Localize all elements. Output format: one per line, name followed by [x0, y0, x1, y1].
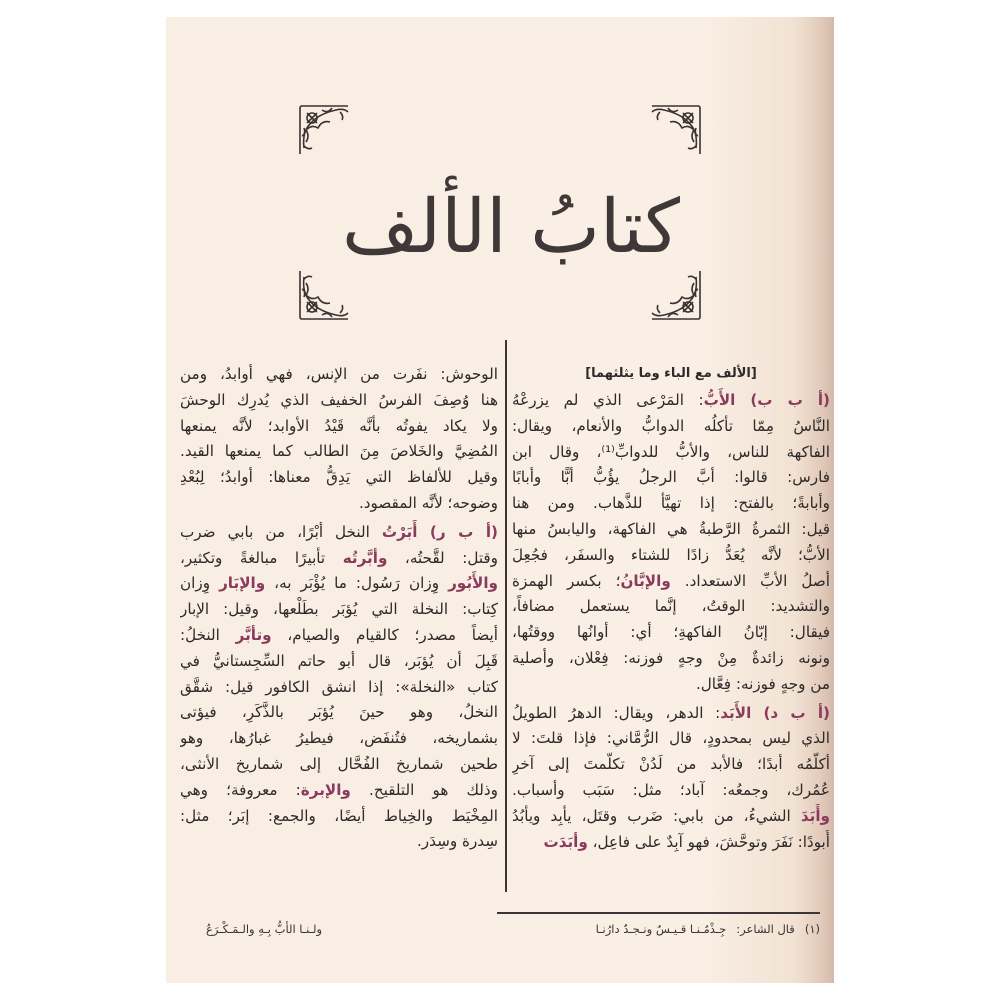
- text-run: عُمُرك، وجمعُه: آباد؛ مثل: سَبَب وأسباب.: [512, 780, 830, 799]
- text-line: [512, 465, 830, 491]
- entry-headword: وأبَّرتُه: [342, 548, 388, 567]
- text-line: [180, 597, 498, 623]
- text-run: من وجهٍ فوزنه: فِعَّال.: [695, 674, 830, 693]
- text-line: [512, 517, 830, 543]
- text-line: [180, 623, 498, 649]
- footnote-marker: (١): [804, 922, 820, 936]
- corner-ornament-top-right-icon: [648, 102, 704, 158]
- text-line: [512, 388, 830, 414]
- text-run: كتاب «النخلة»: إذا انشق الكافور قيل: شقَّق: [180, 677, 498, 696]
- text-line: [180, 752, 498, 778]
- text-run: وأبابةً؛ بالفتح: إذا تهيَّأ للذَّهاب. ومن هنا: [512, 494, 830, 513]
- text-run: تأبيرًا مبالغةً وتكثير،: [180, 548, 343, 567]
- text-run: بشماريخه، فتُنفَض، فيطيرُ غبارُها، وهو: [180, 729, 498, 748]
- text-run: الفاكهة للناس، والأبُّ للدوابِّ⁽¹⁾، وقال ابن: [512, 442, 830, 461]
- column-divider: [505, 340, 507, 892]
- book-page: [166, 17, 834, 983]
- footnote-intro: قال الشاعر:: [736, 922, 795, 936]
- text-line: [512, 752, 830, 778]
- entry-headword: والإبَّانُ: [620, 571, 671, 590]
- text-run: فيقال: إبّانُ الفاكهةِ؛ أي: أوانُها ووقتُها،: [512, 623, 830, 642]
- right-column-body: [512, 388, 830, 855]
- paragraph: [180, 520, 498, 855]
- text-line: [180, 700, 498, 726]
- text-line: [180, 414, 498, 440]
- entry-headword: وأَبَدَ: [800, 806, 830, 825]
- text-run: أصلُ الأبِّ الاستعداد.: [670, 571, 830, 590]
- text-run: : معروفة؛ وهي: [180, 780, 301, 799]
- text-run: هنا وُصِفَ الفرسُ الخفيف الذي يُدرِك الوحشَ: [180, 390, 498, 409]
- text-line: [512, 620, 830, 646]
- text-line: [180, 675, 498, 701]
- text-run: قيل: الثمرةُ الرَّطبةُ هي الفاكهة، واليابسُ منها: [512, 519, 830, 538]
- text-line: [512, 830, 830, 856]
- text-run: وِزان: [180, 574, 220, 593]
- text-line: [512, 701, 830, 727]
- text-run: المُضِيَّ والخَلاصَ مِنَ الطالب كما يمنعها القيد.: [180, 442, 498, 461]
- text-line: [180, 439, 498, 465]
- text-run: وقيل للألفاظ التي يَدِقُّ معناها: أوابدُ؛ لِبُعْدِ: [180, 468, 498, 487]
- right-text-column: [512, 362, 830, 858]
- entry-headword: والإبَار: [219, 574, 266, 593]
- text-line: [180, 778, 498, 804]
- text-run: كِتاب: النخلة التي يُؤبَر بطَلْعها، وقيل: الإبار: [180, 600, 498, 619]
- text-line: [512, 726, 830, 752]
- text-run: طحين شماريخ الفُحَّال إلى شماريخ الأنثى،: [180, 754, 498, 773]
- text-run: سِدرة وسِدَر.: [416, 832, 498, 851]
- chapter-title: كتابُ الألف: [341, 184, 681, 270]
- text-line: [512, 594, 830, 620]
- text-line: [180, 491, 498, 517]
- text-run: والتشديد: الوقتُ، إنَّما يستعمل مضافاً،: [512, 597, 830, 616]
- footnote-rule: [497, 912, 820, 914]
- paragraph: [180, 362, 498, 517]
- text-line: [512, 778, 830, 804]
- text-run: قَبِلَ أن يُؤبَر، قال أبو حاتم السِّجِستانيُّ في: [180, 651, 498, 670]
- text-line: [180, 388, 498, 414]
- text-run: النخلُ، وهو حينَ يُؤبَر بالذَّكَرِ، فيؤتى: [180, 703, 498, 722]
- text-run: الشيءُ، من بابي: ضَرب وقتَل، يأبِد ويأبُدُ: [512, 806, 801, 825]
- text-line: [180, 362, 498, 388]
- text-run: النخلُ:: [180, 625, 236, 644]
- text-line: [512, 414, 830, 440]
- text-line: [180, 465, 498, 491]
- entry-headword: والأَبُور: [448, 574, 498, 593]
- text-line: [180, 546, 498, 572]
- text-line: [512, 440, 830, 466]
- text-run: : الدهر، ويقال: الدهرُ الطويلُ: [512, 703, 721, 722]
- text-run: الأبُّ؛ لأنَّه يُعَدُّ زادًا للشتاء والسفَر، فجُعِلَ: [512, 545, 830, 564]
- text-line: [512, 543, 830, 569]
- footnote-lead: [596, 917, 820, 941]
- text-line: [512, 646, 830, 672]
- text-line: [180, 829, 498, 855]
- paragraph: [512, 701, 830, 856]
- entry-headword: وتأبَّر: [235, 625, 272, 644]
- text-run: المِخْيَط والخِياط أيضًا، والجمع: إبَر؛ مثل:: [180, 806, 498, 825]
- left-text-column: [180, 362, 498, 858]
- entry-headword: والإبرة: [300, 780, 351, 799]
- text-line: [512, 804, 830, 830]
- text-run: ؛ بكسر الهمزة: [512, 571, 621, 590]
- text-line: [180, 726, 498, 752]
- left-column-body: [180, 362, 498, 855]
- text-run: الذي ليس بمحدودٍ، قال الرُّمَّاني: فإذا قلتَ: لا: [512, 729, 830, 748]
- text-run: وِزان رَسُول: ما يُؤْبَر به،: [265, 574, 449, 593]
- text-line: [512, 569, 830, 595]
- text-run: وذلك هو التلقيح.: [350, 780, 498, 799]
- paragraph: [512, 388, 830, 698]
- section-heading: [الألف مع الباء وما يثلثهما]: [585, 366, 757, 381]
- text-run: أُبودًا: نَفَرَ وتوحَّشَ، فهو آبِدٌ على فاعِل،: [587, 832, 830, 851]
- text-run: وقتل: لقَّحتُه،: [387, 548, 498, 567]
- footnote-hemistich-1: جِـذْمُـنـا قـيـسٌ ونـجـدٌ دارُنـا: [595, 922, 727, 936]
- text-run: النَّاسُ مِمّا تأكلُه الدوابُّ والأنعام، ويقال:: [512, 416, 830, 435]
- text-line: [180, 649, 498, 675]
- text-line: [512, 491, 830, 517]
- text-run: النخل أبْرًا، من بابي ضرب: [180, 522, 382, 541]
- text-line: [180, 804, 498, 830]
- text-run: الوحوش: نفَرت من الإنس، فهي أوابدُ، ومن: [180, 365, 498, 383]
- text-run: : المَرْعى الذي لم يزرعْهُ: [512, 391, 704, 409]
- text-run: وضوحه؛ لأنَّه المقصود.: [358, 493, 498, 512]
- entry-headword: (أ ب د) الأَبَد: [720, 703, 830, 722]
- footnote-hemistich-2: ولـنـا الأبُّ بِـهِ والـمَـكْـرَعُ: [206, 922, 323, 936]
- entry-headword: وأبَدَت: [543, 832, 588, 851]
- text-line: [180, 520, 498, 546]
- text-line: [180, 571, 498, 597]
- text-run: فارس: قالوا: أبَّ الرجلُ يؤُبُّ أبًّا وأبابًا: [512, 468, 830, 487]
- footnote: [206, 917, 820, 941]
- entry-headword: (أ ب ر) أَبَرْتُ: [381, 522, 498, 541]
- text-run: ولا يكاد يفوتُه بأنَّه قَيْدُ الأوابد؛ لأنَّه يمنعها: [180, 416, 498, 435]
- text-run: أكلّمُه أبدًا؛ فالأبد من لَدُنْ تكلّمتَ إلى آخرِ: [512, 755, 830, 774]
- text-run: ونونه زائدةٌ مِنْ وجهٍ فوزنه: فِعْلان، وأصلية: [512, 648, 830, 667]
- entry-headword: (أ ب ب) الأَبُّ: [703, 391, 830, 409]
- text-run: أيضاً مصدر؛ كالقيام والصيام،: [271, 625, 498, 644]
- corner-ornament-top-left-icon: [296, 102, 352, 158]
- text-line: [512, 672, 830, 698]
